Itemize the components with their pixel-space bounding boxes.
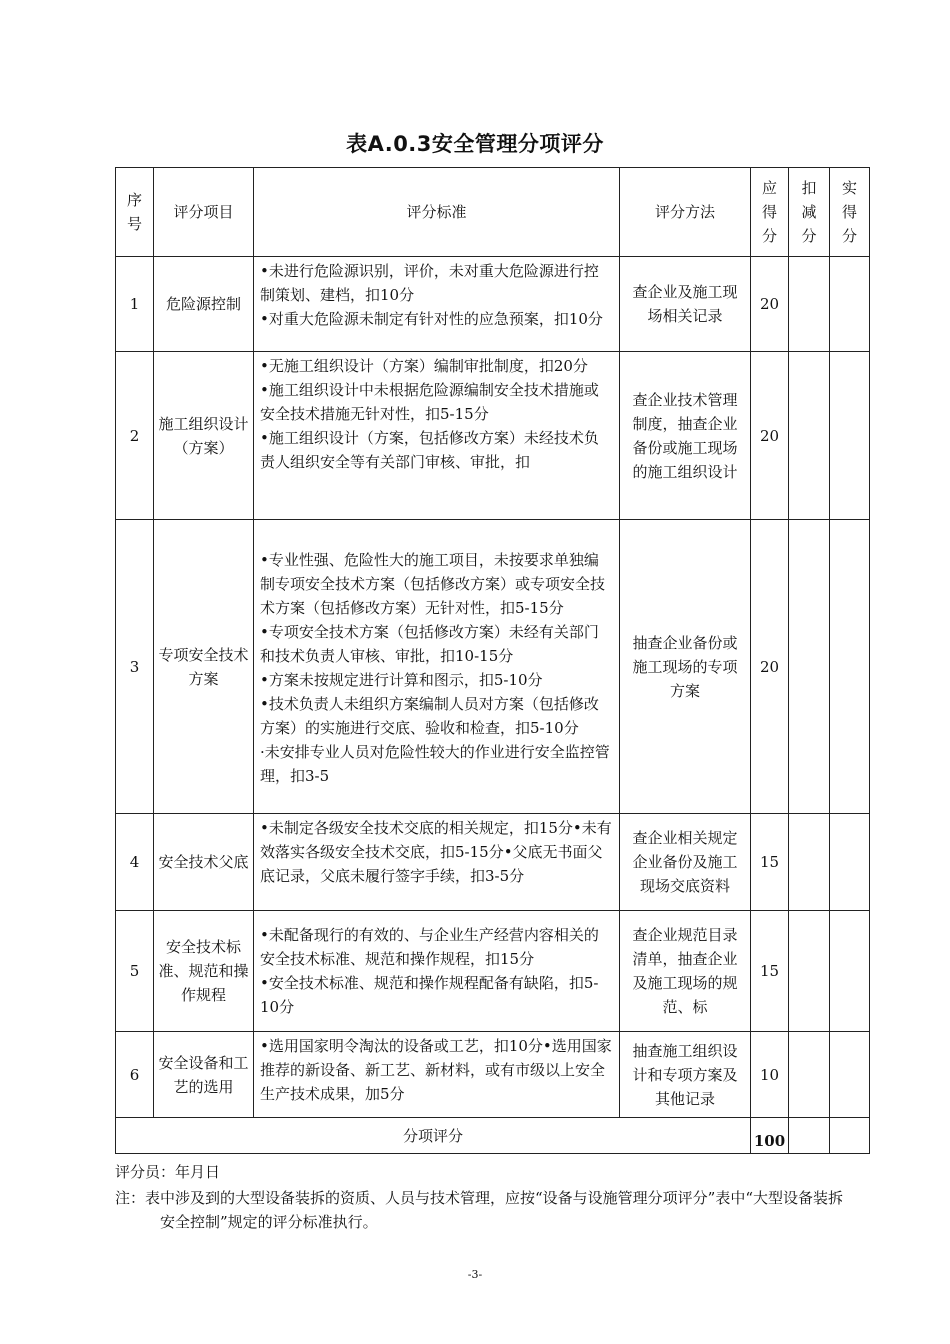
standard-item: •选用国家明令淘汰的设备或工艺，扣10分•选用国家推荐的新设备、新工艺、新材料，或有市级以上安全生产技术成果，加5分	[260, 1037, 612, 1103]
row-deduct-score	[789, 352, 830, 520]
standard-item: •专项安全技术方案（包括修改方案）未经有关部门和技术负责人审核、审批，扣10-15分	[260, 622, 599, 665]
row-due-score: 15	[751, 911, 789, 1032]
header-method: 评分方法	[620, 168, 751, 257]
footnote-text: 注：表中涉及到的大型设备装拆的资质、人员与技术管理，应按“设备与设施管理分项评分”表中“大型设备装拆安全控制”规定的评分标准执行。	[115, 1189, 844, 1231]
table-row	[116, 352, 870, 520]
header-actual: 实得分	[830, 168, 870, 257]
row-due-score: 20	[751, 352, 789, 520]
standard-item: •未配备现行的有效的、与企业生产经营内容相关的安全技术标准、规范和操作规程，扣15分	[260, 926, 599, 968]
standard-item: •施工组织设计（方案，包括修改方案）未经技术负责人组织安全等有关部门审核、审批，扣	[260, 429, 599, 471]
row-deduct-score	[789, 1032, 830, 1118]
row-actual-score	[830, 814, 870, 911]
row-number: 3	[116, 520, 154, 814]
total-label: 分项评分	[116, 1118, 751, 1154]
row-item: 施工组织设计（方案）	[154, 352, 254, 520]
row-standard	[254, 814, 620, 911]
header-standard: 评分标准	[254, 168, 620, 257]
table-header-row	[116, 168, 870, 257]
standard-item: •对重大危险源未制定有针对性的应急预案，扣10分	[260, 310, 603, 328]
row-deduct-score	[789, 520, 830, 814]
row-number: 2	[116, 352, 154, 520]
header-index: 序号	[116, 168, 154, 257]
row-actual-score	[830, 911, 870, 1032]
row-standard	[254, 911, 620, 1032]
row-method: 查企业技术管理制度，抽查企业备份或施工现场的施工组织设计	[620, 352, 751, 520]
row-method: 查企业规范目录清单，抽查企业及施工现场的规范、标	[620, 911, 751, 1032]
table-row	[116, 911, 870, 1032]
row-due-score: 10	[751, 1032, 789, 1118]
row-actual-score	[830, 352, 870, 520]
header-due: 应得分	[751, 168, 789, 257]
row-due-score: 20	[751, 520, 789, 814]
score-table	[115, 167, 870, 1154]
row-due-score: 20	[751, 257, 789, 352]
row-deduct-score	[789, 911, 830, 1032]
standard-item: •专业性强、危险性大的施工项目，未按要求单独编制专项安全技术方案（包括修改方案）或专项安全技术方案（包括修改方案）无针对性，扣5-15分	[260, 550, 606, 617]
standard-item: •技术负责人未组织方案编制人员对方案（包括修改方案）的实施进行交底、验收和检查，扣5-10分	[260, 694, 599, 737]
row-item: 安全技术父底	[154, 814, 254, 911]
table-row	[116, 520, 870, 814]
standard-item: ·未安排专业人员对危险性较大的作业进行安全监控管理，扣3-5	[260, 742, 610, 785]
row-actual-score	[830, 520, 870, 814]
header-item: 评分项目	[154, 168, 254, 257]
row-deduct-score	[789, 257, 830, 352]
row-method: 抽查企业备份或施工现场的专项方案	[620, 520, 751, 814]
scorer-line: 评分员：年月日	[115, 1163, 221, 1181]
footnote	[115, 1186, 855, 1234]
total-actual-score	[830, 1118, 870, 1154]
page-number: -3-	[467, 1268, 483, 1281]
row-method: 查企业及施工现场相关记录	[620, 257, 751, 352]
total-due-score: 100	[751, 1118, 789, 1154]
row-standard	[254, 257, 620, 352]
table-row	[116, 814, 870, 911]
row-item: 危险源控制	[154, 257, 254, 352]
standard-item: •未制定各级安全技术交底的相关规定，扣15分•未有效落实各级安全技术交底，扣5-15分•父底无书面父底记录，父底未履行签字手续，扣3-5分	[260, 819, 612, 885]
table-row	[116, 257, 870, 352]
total-row	[116, 1118, 870, 1154]
row-actual-score	[830, 257, 870, 352]
total-deduct-score	[789, 1118, 830, 1154]
row-number: 5	[116, 911, 154, 1032]
row-deduct-score	[789, 814, 830, 911]
row-standard	[254, 352, 620, 520]
standard-item: •安全技术标准、规范和操作规程配备有缺陷，扣5-10分	[260, 974, 599, 1016]
standard-item: •施工组织设计中未根据危险源编制安全技术措施或安全技术措施无针对性，扣5-15分	[260, 381, 599, 423]
standard-item: •无施工组织设计（方案）编制审批制度，扣20分	[260, 357, 588, 375]
row-number: 6	[116, 1032, 154, 1118]
row-due-score: 15	[751, 814, 789, 911]
row-method: 抽查施工组织设计和专项方案及其他记录	[620, 1032, 751, 1118]
page-title: 表A.0.3安全管理分项评分	[346, 132, 604, 156]
row-actual-score	[830, 1032, 870, 1118]
header-deduct: 扣减分	[789, 168, 830, 257]
row-method: 查企业相关规定企业备份及施工现场交底资料	[620, 814, 751, 911]
row-item: 安全技术标准、规范和操作规程	[154, 911, 254, 1032]
row-item: 安全设备和工艺的选用	[154, 1032, 254, 1118]
row-standard	[254, 520, 620, 814]
row-number: 4	[116, 814, 154, 911]
row-number: 1	[116, 257, 154, 352]
row-item: 专项安全技术方案	[154, 520, 254, 814]
standard-item: •未进行危险源识别，评价，未对重大危险源进行控制策划、建档，扣10分	[260, 262, 599, 304]
row-standard	[254, 1032, 620, 1118]
standard-item: •方案未按规定进行计算和图示，扣5-10分	[260, 670, 543, 689]
table-row	[116, 1032, 870, 1118]
